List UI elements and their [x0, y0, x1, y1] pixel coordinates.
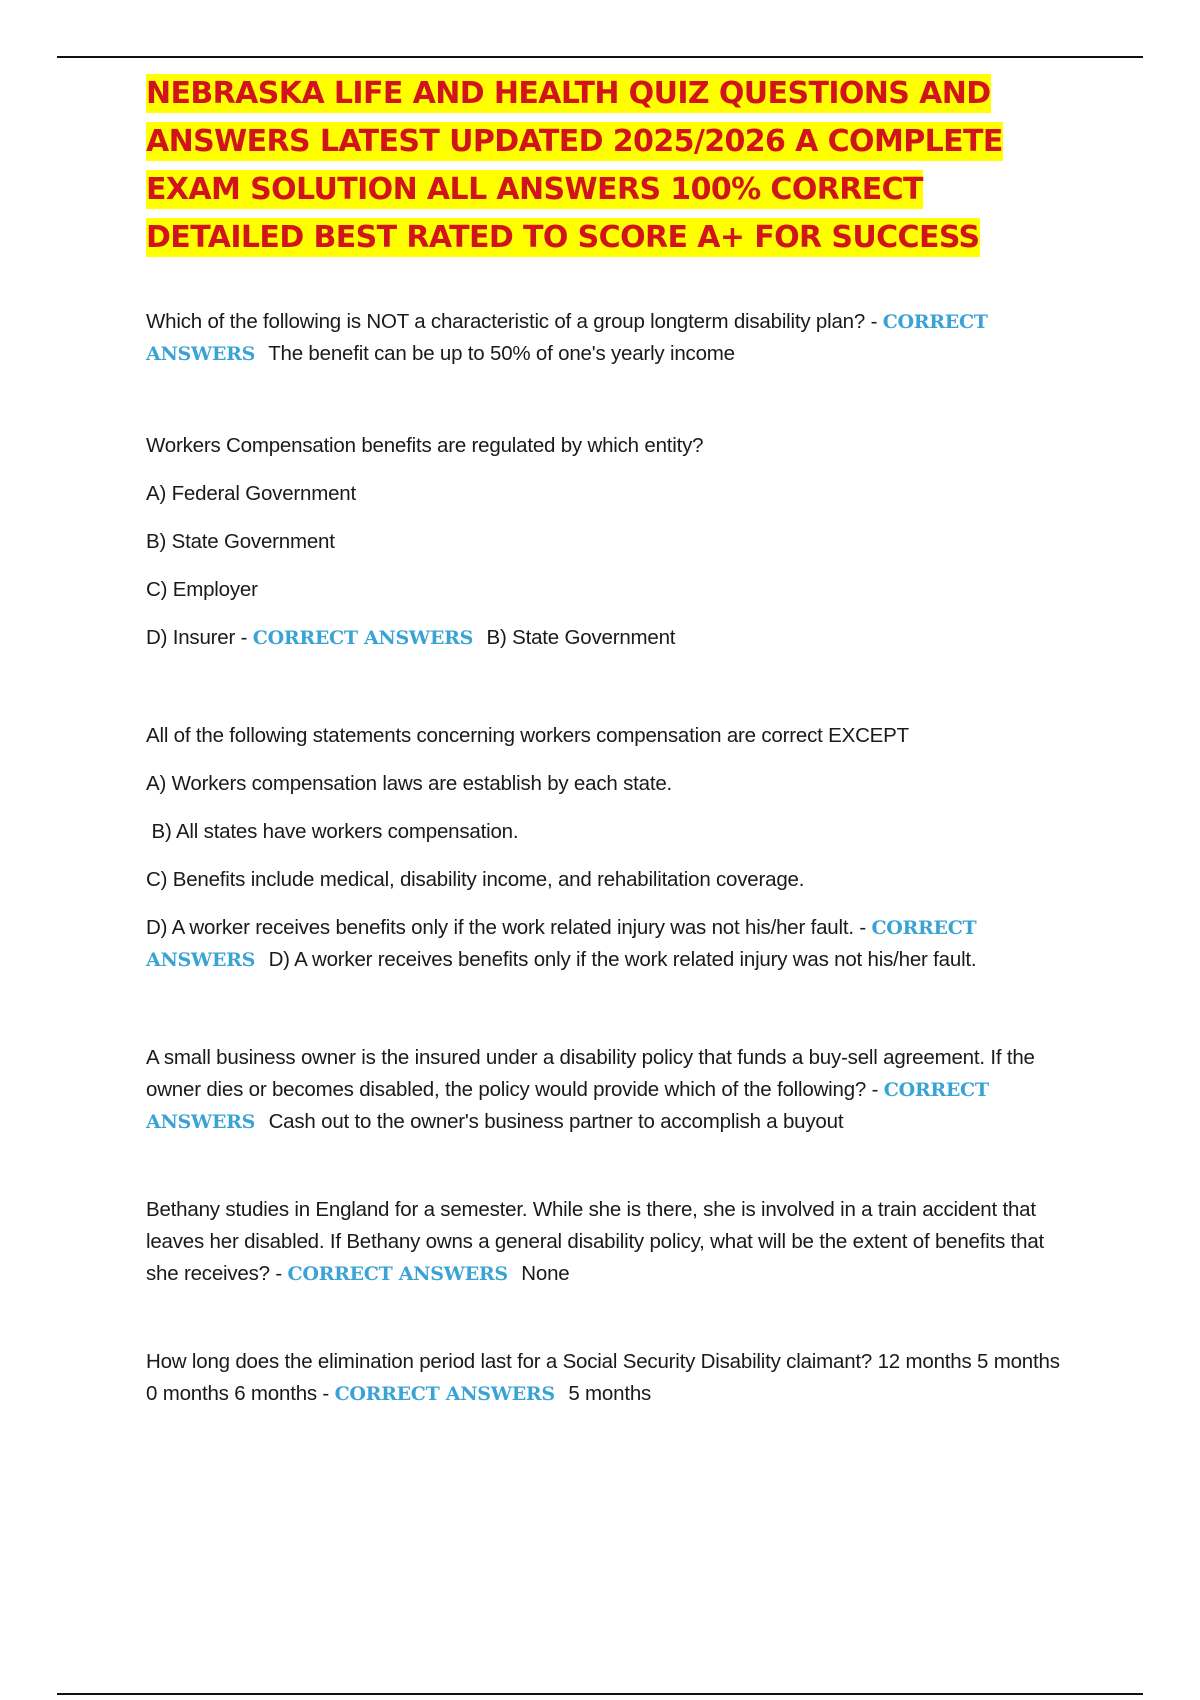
answer-text: Cash out to the owner's business partner to accomplish a buyout — [268, 1110, 844, 1133]
qa-item-5 — [146, 1194, 1076, 1290]
qa-item-4 — [146, 1042, 1076, 1138]
option: A) Federal Government — [146, 482, 356, 505]
question-text: A small business owner is the insured under a disability policy that funds a buy-sell agreement. If the owner dies or becomes disabled, the policy would provide which of the following? - — [146, 1046, 1035, 1101]
option: D) Insurer - — [146, 626, 248, 649]
answer-label: CORRECT ANSWERS — [334, 1383, 555, 1405]
answer-label: CORRECT ANSWERS — [287, 1263, 508, 1285]
qa-item-6 — [146, 1346, 1076, 1410]
qa-item-1 — [146, 306, 1076, 370]
answer-label: CORRECT ANSWERS — [146, 917, 977, 971]
answer-label: CORRECT ANSWERS — [146, 1079, 989, 1133]
answer-text: The benefit can be up to 50% of one's yearly income — [268, 342, 735, 365]
option: D) A worker receives benefits only if the work related injury was not his/her fault. - — [146, 916, 866, 939]
question-text: All of the following statements concerning workers compensation are correct EXCEPT — [146, 724, 909, 747]
answer-label: CORRECT ANSWERS — [252, 627, 474, 649]
bottom-rule — [57, 1693, 1143, 1695]
answer-text: B) State Government — [486, 626, 676, 649]
answer-text: None — [521, 1262, 570, 1285]
document-title: NEBRASKA LIFE AND HEALTH QUIZ QUESTIONS AND ANSWERS LATEST UPDATED 2025/2026 A COMPLETE EXAM SOLUTION ALL ANSWERS 100% CORRECT DETAILED BEST RATED TO SCORE A+ FOR SUCCESS — [146, 76, 1003, 255]
qa-item-2 — [146, 430, 1076, 654]
option: A) Workers compensation laws are establish by each state. — [146, 772, 673, 795]
question-text: Which of the following is NOT a characteristic of a group longterm disability plan? - — [146, 310, 878, 333]
option: B) All states have workers compensation. — [146, 820, 519, 843]
option: C) Employer — [146, 578, 258, 601]
answer-label: CORRECT ANSWERS — [146, 311, 988, 365]
option: C) Benefits include medical, disability income, and rehabilitation coverage. — [146, 868, 805, 891]
qa-item-3 — [146, 720, 1076, 976]
question-text: Workers Compensation benefits are regulated by which entity? — [146, 434, 704, 457]
answer-text: 5 months — [568, 1382, 652, 1405]
option: B) State Government — [146, 530, 335, 553]
qa-list — [146, 306, 1076, 1410]
answer-text: D) A worker receives benefits only if the work related injury was not his/her fault. — [268, 948, 977, 971]
question-text: Bethany studies in England for a semester. While she is there, she is involved in a train accident that leaves her disabled. If Bethany owns a general disability policy, what will be the extent of benefits that she receives? - — [146, 1198, 1045, 1285]
question-text: How long does the elimination period last for a Social Security Disability claimant? 12 months 5 months 0 months 6 months - — [146, 1350, 1060, 1405]
top-rule — [57, 56, 1143, 58]
